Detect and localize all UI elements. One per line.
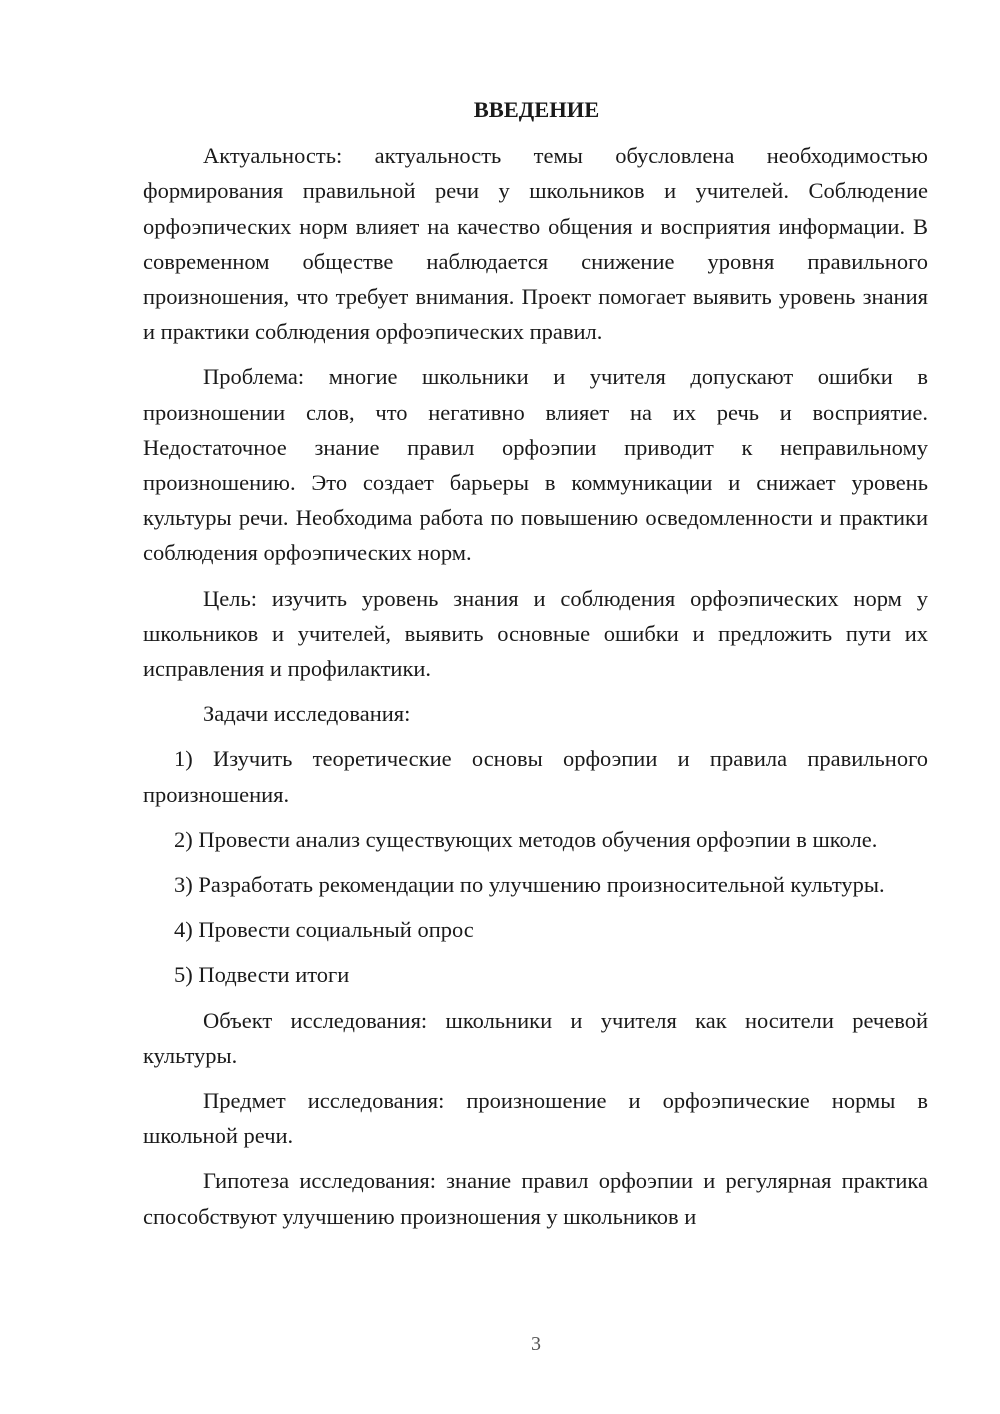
paragraph-problem: Проблема: многие школьники и учителя допускают ошибки в произношении слов, что негативно влияет на их речь и восприятие. Недостаточное знание правил орфоэпии приводит к неправильному произношению. Это создает барьеры в коммуникации и снижает уровень культуры речи. Необходима работа по повышению осведомленности и практики соблюдения орфоэпических норм.: [143, 364, 928, 566]
paragraph-subject: Предмет исследования: произношение и орфоэпические нормы в школьной речи.: [143, 1088, 928, 1149]
document-title: ВВЕДЕНИЕ: [473, 97, 600, 122]
task-item-2: 2) Провести анализ существующих методов обучения орфоэпии в школе.: [174, 826, 878, 852]
paragraph-tasks-heading: Задачи исследования:: [203, 701, 411, 727]
paragraph-object: Объект исследования: школьники и учителя как носители речевой культуры.: [143, 1007, 928, 1068]
task-item-5: 5) Подвести итоги: [174, 962, 350, 988]
paragraph-goal: Цель: изучить уровень знания и соблюдения орфоэпических норм у школьников и учителей, выявить основные ошибки и предложить пути их исправления и профилактики.: [143, 585, 928, 682]
paragraph-relevance: Актуальность: актуальность темы обусловлена необходимостью формирования правильной речи у школьников и учителей. Соблюдение орфоэпических норм влияет на качество общения и восприятия информации. В современном обществе наблюдается снижение уровня правильного произношения, что требует внимания. Проект помогает выявить уровень знания и практики соблюдения орфоэпических правил.: [143, 143, 928, 345]
page-number: 3: [531, 1333, 541, 1355]
task-item-4: 4) Провести социальный опрос: [174, 917, 474, 943]
task-item-3: 3) Разработать рекомендации по улучшению произносительной культуры.: [174, 872, 885, 898]
task-item-1: 1) Изучить теоретические основы орфоэпии и правила правильного произношения.: [143, 746, 928, 807]
paragraph-hypothesis: Гипотеза исследования: знание правил орфоэпии и регулярная практика способствуют улучшению произношения у школьников и: [143, 1168, 928, 1229]
document-page: [143, 92, 928, 1244]
